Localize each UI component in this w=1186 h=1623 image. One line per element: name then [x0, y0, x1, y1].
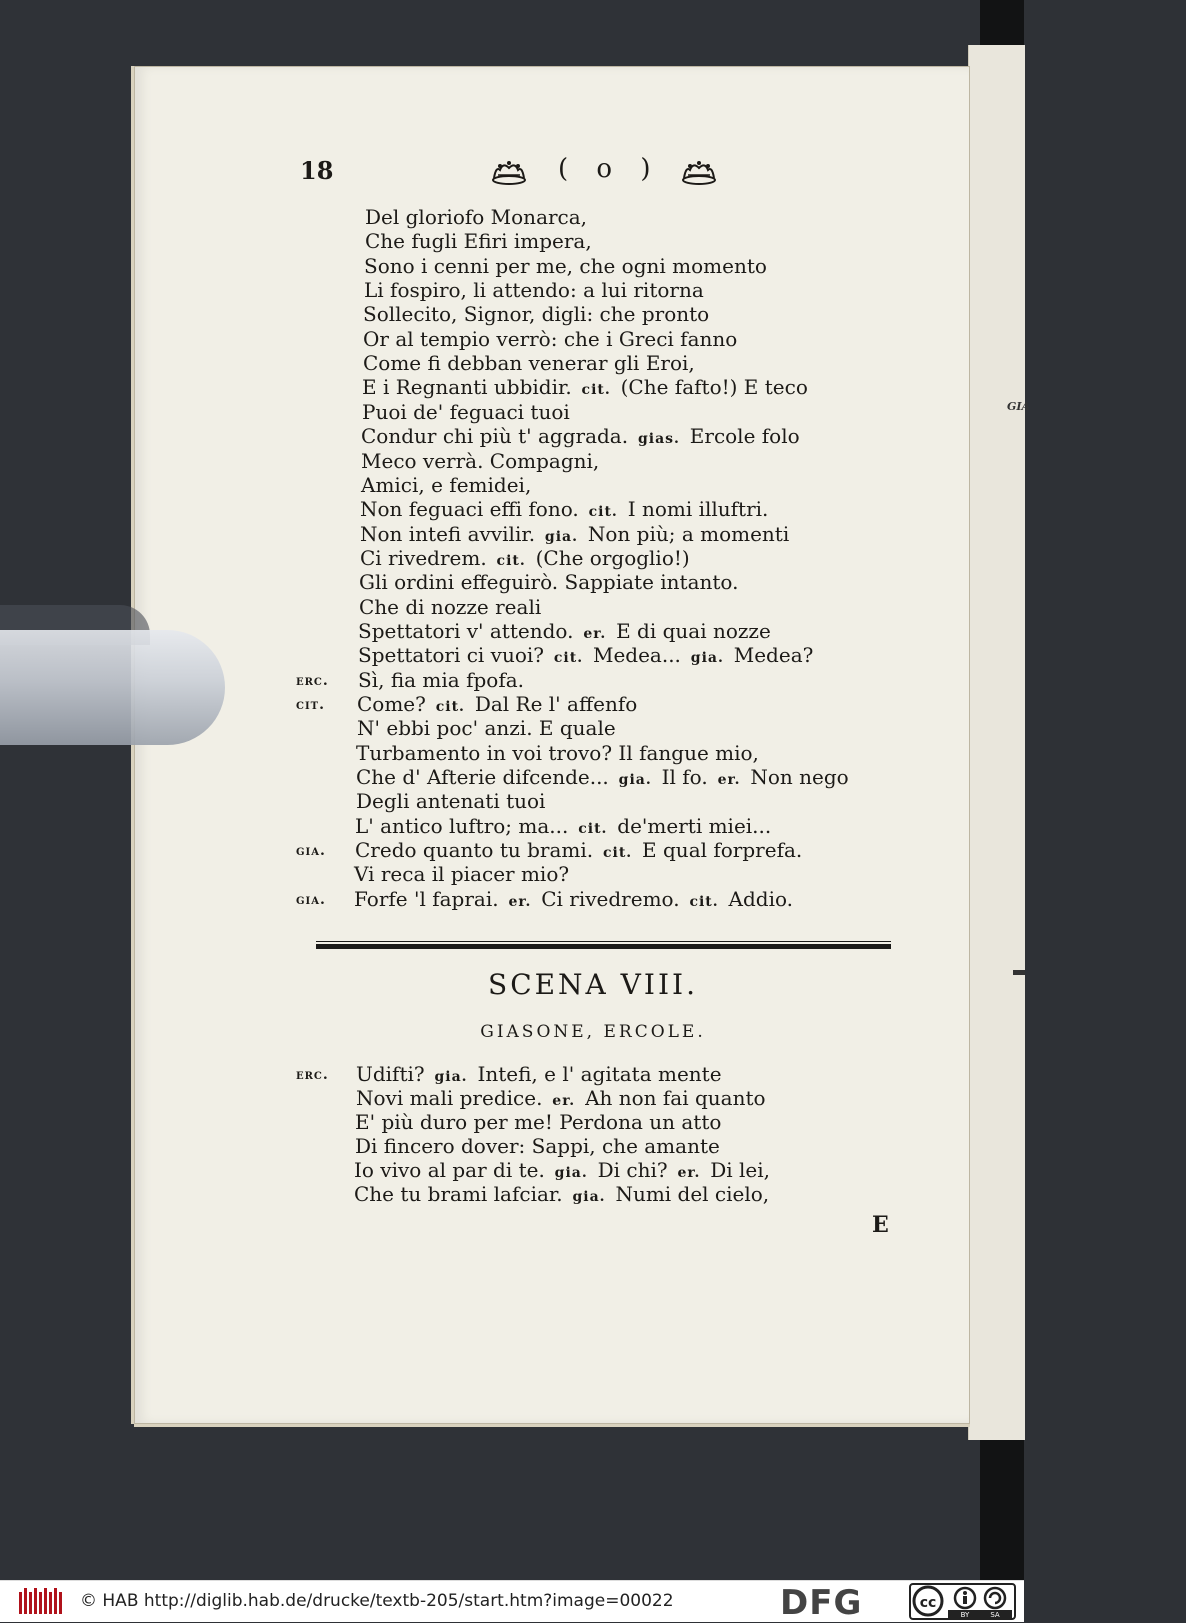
verse-line — [365, 205, 587, 229]
verse-text: Dal Re l' affenfo — [474, 692, 638, 716]
verse-line — [355, 1134, 720, 1158]
verse-text: Non più; a momenti — [587, 521, 790, 546]
verse-line — [356, 741, 759, 765]
verse-text: de'merti miei... — [617, 813, 772, 838]
verse-text: Novi mali predice. — [356, 1086, 543, 1110]
next-page-fragment: GIA — [1007, 400, 1031, 413]
svg-text:cc: cc — [919, 1595, 937, 1611]
verse-text: Amici, e femidei, — [361, 472, 532, 497]
verse-text: Ci rivedremo. — [541, 886, 680, 911]
scene-title: SCENA VIII. — [488, 968, 698, 1001]
verse-line — [356, 765, 849, 792]
verse-line — [361, 449, 599, 473]
page-number: 18 — [300, 156, 334, 185]
verse-line — [355, 1110, 721, 1134]
inline-speaker: gia. — [428, 1069, 474, 1085]
verse-text: Non intefi avvilir. — [360, 521, 536, 546]
verse-line — [363, 351, 695, 375]
speaker-label: cit. — [296, 697, 325, 713]
verse-line — [364, 254, 767, 278]
verse-text: E i Regnanti ubbidir. — [362, 375, 572, 400]
header-mark: ( o ) — [558, 154, 661, 184]
dfg-logo: DFG — [780, 1583, 863, 1623]
verse-text: (Che fafto!) E teco — [620, 375, 808, 400]
verse-text: Che di nozze reali — [359, 594, 542, 619]
verse-line — [355, 838, 802, 865]
verse-line — [363, 302, 709, 326]
page-header — [300, 156, 900, 188]
speaker-label: erc. — [296, 672, 329, 689]
verse-line — [361, 424, 800, 451]
inline-speaker: er. — [711, 772, 747, 789]
verse-text: Come fi debban venerar gli Eroi, — [363, 351, 695, 376]
inline-speaker: gia. — [684, 650, 730, 667]
verse-text: Il fo. — [661, 765, 708, 790]
verse-text: Li fospiro, li attendo: a lui ritorna — [364, 278, 704, 303]
cc-by-sa-icon[interactable] — [910, 1584, 1015, 1619]
verse-text: Vi reca il piacer mio? — [354, 862, 570, 887]
inline-speaker: gia. — [566, 1189, 612, 1205]
verse-line — [354, 1182, 769, 1209]
inline-speaker: cit. — [575, 382, 617, 399]
verse-text: Io vivo al par di te. — [354, 1158, 545, 1182]
speaker-label: gia. — [296, 843, 326, 860]
inline-speaker: cit. — [490, 552, 532, 569]
inline-speaker: gia. — [539, 528, 584, 545]
verse-line — [360, 522, 789, 549]
verse-line — [363, 327, 737, 351]
verse-text: Che fugli Efiri impera, — [365, 229, 592, 254]
verse-text: N' ebbi poc' anzi. E quale — [357, 716, 616, 741]
verse-line — [356, 789, 545, 813]
verse-text: Medea? — [733, 643, 814, 668]
inline-speaker: cit. — [582, 504, 624, 521]
verse-text: Turbamento in voi trovo? Il fangue mio, — [356, 740, 759, 765]
verse-line — [358, 668, 524, 692]
verse-text: Sì, fia mia fpofa. — [358, 667, 525, 692]
verse-text: I nomi illuftri. — [627, 497, 769, 522]
verse-line — [354, 1158, 770, 1185]
verse-text: Ah non fai quanto — [585, 1086, 766, 1110]
verse-line — [360, 546, 690, 573]
verse-text: Di fincero dover: Sappi, che amante — [355, 1134, 720, 1158]
verse-text: (Che orgoglio!) — [535, 545, 690, 570]
verse-line — [360, 497, 768, 524]
svg-text:SA: SA — [990, 1611, 1000, 1619]
crown-ornament-icon — [490, 158, 528, 186]
verse-text: Che d' Afterie difcende... — [356, 765, 609, 790]
inline-speaker: cit. — [572, 820, 614, 837]
verse-line — [362, 375, 808, 402]
inline-speaker: er. — [546, 1093, 582, 1109]
verse-line — [357, 692, 637, 719]
verse-line — [359, 570, 738, 594]
verse-text: Che tu brami lafciar. — [354, 1182, 563, 1206]
verse-text: Forfe 'l faprai. — [354, 886, 499, 911]
verse-line — [354, 887, 793, 914]
catchword: E — [872, 1212, 889, 1238]
verse-text: E' più duro per me! Perdona un atto — [355, 1110, 722, 1134]
verse-text: Puoi de' feguaci tuoi — [362, 399, 570, 424]
inline-speaker: cit. — [429, 699, 471, 715]
verse-text: E di quai nozze — [616, 618, 771, 643]
viewer-footer — [0, 1580, 1024, 1622]
verse-line — [356, 1086, 766, 1113]
hab-logo-icon — [18, 1586, 64, 1616]
verse-text: Meco verrà. Compagni, — [361, 448, 600, 473]
verse-text: Intefi, e l' agitata mente — [477, 1062, 722, 1086]
verse-text: Come? — [357, 692, 426, 716]
inline-speaker: er. — [671, 1165, 707, 1181]
verse-line — [354, 862, 569, 886]
svg-text:BY: BY — [960, 1611, 970, 1619]
verse-line — [358, 619, 771, 646]
verse-text: Medea... — [592, 643, 681, 668]
verse-text: Non feguaci effi fono. — [360, 497, 579, 522]
inline-speaker: cit. — [548, 650, 589, 667]
inline-speaker: cit. — [597, 845, 639, 862]
inline-speaker: gia. — [612, 772, 658, 789]
verse-line — [356, 1062, 722, 1089]
verse-line — [362, 400, 570, 424]
inline-speaker: cit. — [683, 893, 725, 910]
speaker-label: erc. — [296, 1067, 329, 1083]
speaker-label: gia. — [296, 891, 326, 908]
verse-line — [355, 814, 771, 841]
verse-line — [361, 473, 531, 497]
verse-text: Non nego — [750, 765, 849, 790]
verse-text: Spettatori v' attendo. — [358, 618, 574, 643]
citation-link[interactable]: © HAB http://diglib.hab.de/drucke/textb-205/start.htm?image=00022 — [80, 1591, 674, 1611]
verse-line — [359, 595, 541, 619]
verse-text: Ci rivedrem. — [360, 545, 487, 570]
crown-ornament-icon — [680, 158, 718, 186]
verse-text: Spettatori ci vuoi? — [358, 643, 545, 668]
scene-characters: GIASONE, ERCOLE. — [480, 1022, 706, 1042]
verse-text: Or al tempio verrò: che i Greci fanno — [363, 326, 738, 351]
verse-text: Del gloriofo Monarca, — [365, 205, 588, 229]
inline-speaker: gia. — [548, 1165, 594, 1181]
verse-text: Numi del cielo, — [615, 1182, 770, 1206]
verse-line — [357, 716, 616, 740]
verse-text: L' antico luftro; ma... — [355, 813, 569, 838]
inline-speaker: er. — [577, 625, 613, 642]
verse-text: Udifti? — [356, 1062, 425, 1086]
verse-text: Ercole folo — [689, 424, 800, 449]
verse-text: Sollecito, Signor, digli: che pronto — [363, 302, 710, 327]
inline-speaker: gias. — [632, 431, 686, 448]
verse-text: Di chi? — [597, 1158, 668, 1182]
verse-line — [364, 278, 704, 302]
verse-text: Credo quanto tu brami. — [355, 838, 594, 863]
inline-speaker: er. — [502, 893, 538, 910]
verse-text: Addio. — [728, 886, 794, 911]
verse-text: Degli antenati tuoi — [356, 789, 546, 814]
verse-text: Condur chi più t' aggrada. — [361, 424, 629, 449]
verse-text: Di lei, — [710, 1158, 771, 1182]
section-rule — [316, 944, 891, 949]
section-rule-thin — [316, 941, 891, 942]
verse-line — [365, 229, 592, 253]
verse-text: Gli ordini effeguirò. Sappiate intanto. — [359, 570, 739, 595]
verse-text: Sono i cenni per me, che ogni momento — [364, 253, 767, 278]
verse-text: E qual forprefa. — [642, 838, 803, 863]
verse-line — [358, 643, 813, 670]
